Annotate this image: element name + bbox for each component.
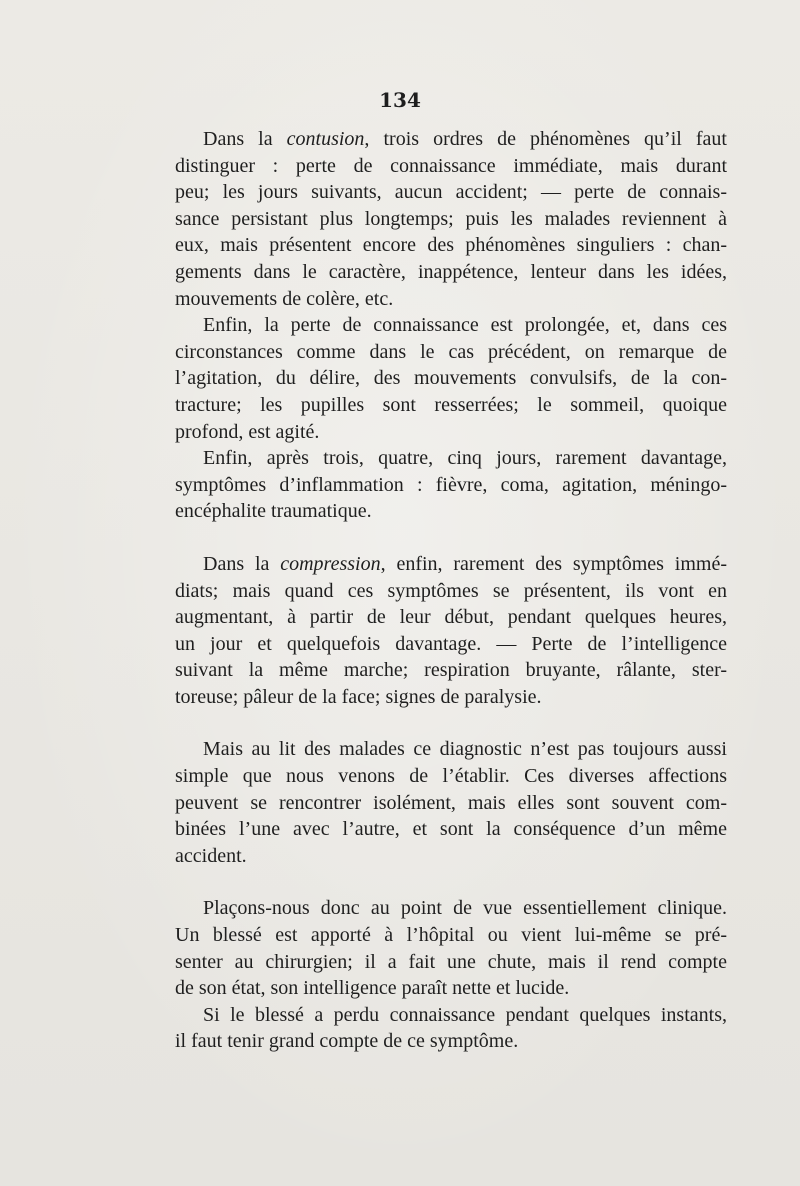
text-line [175,498,727,525]
text-run: distinguer : perte de connaissance immédiate, mais durant [175,154,727,177]
text-line [175,392,727,419]
text-run: circonstances comme dans le cas précédent, on remarque de [175,340,727,363]
text-run: gements dans le caractère, inappétence, lenteur dans les idées, [175,260,727,283]
text-run: il faut tenir grand compte de ce symptôme. [175,1030,519,1053]
paragraph-prolonged-loss [175,312,727,445]
text-line [175,975,727,1002]
text-run: Enfin, après trois, quatre, cinq jours, rarement davantage, [203,447,727,470]
text-line [175,259,727,286]
text-run: Un blessé est apporté à l’hôpital ou vient lui-même se pré- [175,924,727,947]
text-line [175,206,727,233]
text-run: de son état, son intelligence paraît nette et lucide. [175,977,570,1000]
text-run: encéphalite traumatique. [175,500,372,523]
text-run: Enfin, la perte de connaissance est prolongée, et, dans ces [203,314,727,337]
text-run: diats; mais quand ces symptômes se présentent, ils vont en [175,579,727,602]
italic-term: compression [280,552,381,575]
text-line [175,843,727,870]
text-run: Plaçons-nous donc au point de vue essentiellement clinique. [203,897,727,920]
page-number: 134 [379,88,421,112]
text-run: senter au chirurgien; il a fait une chute, mais il rend compte [175,950,727,973]
text-run: tracture; les pupilles sont resserrées; le sommeil, quoique [175,393,727,416]
text-line [175,179,727,206]
text-run: peu; les jours suivants, aucun accident; — perte de connais- [175,181,727,204]
text-run: , enfin, rarement des symptômes immé- [380,552,727,575]
text-run: Dans la [203,128,287,150]
text-line [175,1002,727,1029]
italic-term: contusion [286,128,365,150]
text-line [175,578,727,605]
text-run: un jour et quelquefois davantage. — Perte de l’intelligence [175,632,727,655]
paragraph-compression [175,551,727,711]
text-line [175,631,727,658]
text-line [175,657,727,684]
text-line [175,153,727,180]
text-run: eux, mais présentent encore des phénomènes singuliers : chan- [175,234,727,257]
text-line [175,339,727,366]
text-line [175,895,727,922]
text-line [175,232,727,259]
text-line [175,365,727,392]
text-line [175,790,727,817]
text-line [175,126,727,153]
text-run: simple que nous venons de l’établir. Ces diverses affections [175,765,727,788]
text-run: toreuse; pâleur de la face; signes de paralysie. [175,685,542,708]
text-line [175,736,727,763]
text-run: profond, est agité. [175,420,320,443]
text-run: symptômes d’inflammation : fièvre, coma, agitation, méningo- [175,473,727,496]
text-line [175,312,727,339]
text-run: Si le blessé a perdu connaissance pendant quelques instants, [203,1003,727,1026]
body-text [175,126,727,1055]
text-line [175,922,727,949]
text-line [175,286,727,313]
text-run: accident. [175,844,247,867]
text-run: l’agitation, du délire, des mouvements convulsifs, de la con- [175,367,727,390]
text-run: Dans la [203,552,281,575]
text-line [175,1028,727,1055]
text-run: sance persistant plus longtemps; puis les malades reviennent à [175,207,727,230]
text-run: suivant la même marche; respiration bruyante, râlante, ster- [175,659,727,682]
text-run: Mais au lit des malades ce diagnostic n’est pas toujours aussi [203,738,727,761]
text-line [175,949,727,976]
paragraph-clinical [175,895,727,1001]
text-line [175,419,727,446]
text-run: binées l’une avec l’autre, et sont la conséquence d’un même [175,818,727,841]
text-line [175,763,727,790]
text-line [175,472,727,499]
paragraph-inflammation [175,445,727,525]
paragraph-symptom [175,1002,727,1055]
text-run: mouvements de colère, etc. [175,287,394,310]
text-run: augmentant, à partir de leur début, pendant quelques heures, [175,606,727,629]
text-line [175,551,727,578]
text-run: , trois ordres de phénomènes qu’il faut [364,128,727,150]
text-line [175,684,727,711]
paragraph-contusion [175,126,727,312]
paragraph-diagnosis [175,736,727,869]
text-line [175,816,727,843]
text-line [175,445,727,472]
text-line [175,604,727,631]
text-run: peuvent se rencontrer isolément, mais elles sont souvent com- [175,791,727,814]
